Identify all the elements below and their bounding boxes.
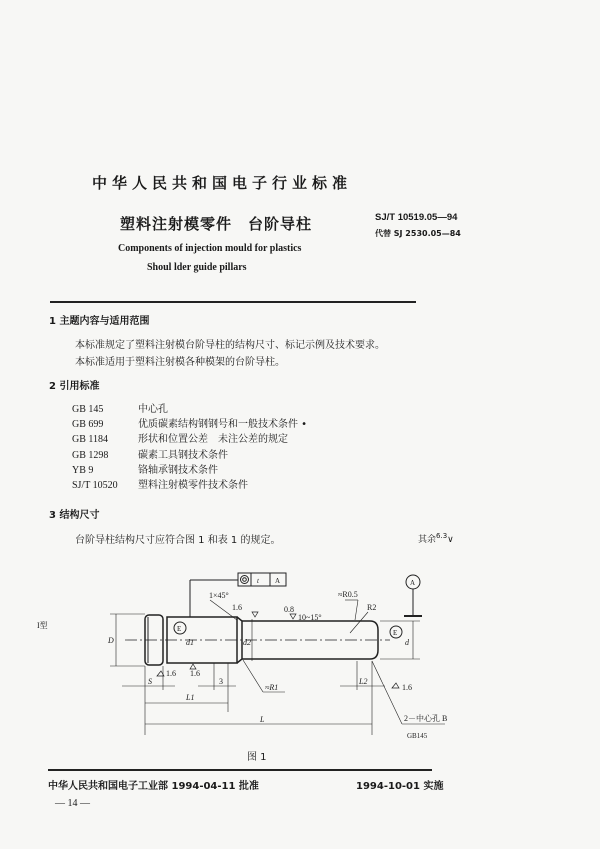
dim-D: D <box>108 636 114 645</box>
section-1-heading: 1 主题内容与适用范围 <box>49 316 150 327</box>
center-hole-label: 2－中心孔 B <box>404 714 448 723</box>
title-part-2: 台阶导柱 <box>248 215 313 233</box>
reference-title: 塑料注射模零件技术条件 <box>138 480 248 492</box>
effective-date: 1994-10-01 实施 <box>356 781 444 792</box>
reference-code: GB 1184 <box>72 434 109 446</box>
reference-code: GB 699 <box>72 419 104 431</box>
radius-r1: ≈R1 <box>265 683 279 692</box>
chamfer-label: 1×45° <box>209 591 229 600</box>
roughness-0-8: 0.8 <box>284 605 294 614</box>
figure-caption: 图 1 <box>247 752 267 763</box>
datum-ref-a: A <box>275 577 281 585</box>
reference-code: SJ/T 10520 <box>72 480 118 492</box>
type-label: I型 <box>37 621 48 630</box>
dim-d: d <box>405 638 409 647</box>
reference-title: 中心孔 <box>138 404 168 415</box>
document-title-en-line1: Components of injection mould for plastics <box>118 243 302 254</box>
roughness-note-value: 6.3 <box>436 532 448 540</box>
header-divider <box>50 301 416 303</box>
datum-a: A <box>410 579 416 587</box>
approval-info: 中华人民共和国电子工业部 1994-04-11 批准 <box>48 781 259 792</box>
roughness-1-6-d: 1.6 <box>402 683 412 692</box>
section-1-paragraph-1: 本标准规定了塑料注射模台阶导柱的结构尺寸、标记示例及技术要求。 <box>75 340 385 351</box>
footer-divider <box>48 769 432 771</box>
e-mark-left: E <box>177 625 182 633</box>
dim-L1: L1 <box>186 693 195 702</box>
reference-item <box>72 432 307 447</box>
reference-title: 碳素工具钢技术条件 <box>138 449 228 461</box>
document-title-en-line2: Shoul lder guide pillars <box>147 262 247 273</box>
reference-code: GB 145 <box>72 404 104 415</box>
section-3-paragraph: 台阶导柱结构尺寸应符合图 1 和表 1 的规定。 <box>75 535 281 546</box>
replaces-code: 代替 SJ 2530.05—84 <box>375 229 461 238</box>
reference-item <box>72 478 307 493</box>
dim-3: 3 <box>219 677 223 686</box>
angle-label: 10~15° <box>298 613 322 622</box>
page-number: — 14 — <box>55 798 90 809</box>
reference-item <box>72 448 307 463</box>
section-3-heading: 3 结构尺寸 <box>49 510 100 521</box>
reference-item <box>72 417 307 432</box>
reference-list <box>72 402 307 493</box>
roughness-1-6-c: 1.6 <box>166 669 176 678</box>
roughness-symbol-icon: ∨ <box>447 535 454 545</box>
section-2-heading: 2 引用标准 <box>49 381 100 392</box>
reference-item <box>72 402 307 417</box>
section-1-paragraph-2: 本标准适用于塑料注射模各种模架的台阶导柱。 <box>75 357 285 368</box>
dim-d1: d1 <box>186 638 194 647</box>
e-mark-right: E <box>393 629 398 637</box>
title-part-1: 塑料注射模零件 <box>120 215 233 233</box>
dim-L2: L2 <box>359 677 368 686</box>
dim-d2: d2 <box>243 638 251 647</box>
dim-S: S <box>148 677 152 686</box>
figure-1-drawing <box>0 560 600 750</box>
reference-title: 形状和位置公差 未注公差的规定 <box>138 434 288 446</box>
dim-L: L <box>260 715 265 724</box>
roughness-note-label: 其余 <box>418 535 437 545</box>
reference-code: YB 9 <box>72 464 94 476</box>
reference-title: 铬轴承钢技术条件 <box>138 464 218 476</box>
roughness-1-6-b: 1.6 <box>190 669 200 678</box>
document-title-cn <box>120 213 312 234</box>
center-hole-std: GB145 <box>407 732 428 740</box>
reference-item <box>72 463 307 478</box>
standard-category: 中华人民共和国电子行业标准 <box>92 174 353 192</box>
standard-code: SJ/T 10519.05—94 <box>375 212 458 223</box>
roughness-note <box>418 532 454 545</box>
radius-r2: R2 <box>367 603 377 612</box>
tolerance-value: t <box>257 577 259 585</box>
reference-title: 优质碳素结构钢钢号和一般技术条件 • <box>138 419 308 431</box>
roughness-1-6-a: 1.6 <box>232 603 242 612</box>
radius-r05: ≈R0.5 <box>338 590 358 599</box>
reference-code: GB 1298 <box>72 449 109 461</box>
